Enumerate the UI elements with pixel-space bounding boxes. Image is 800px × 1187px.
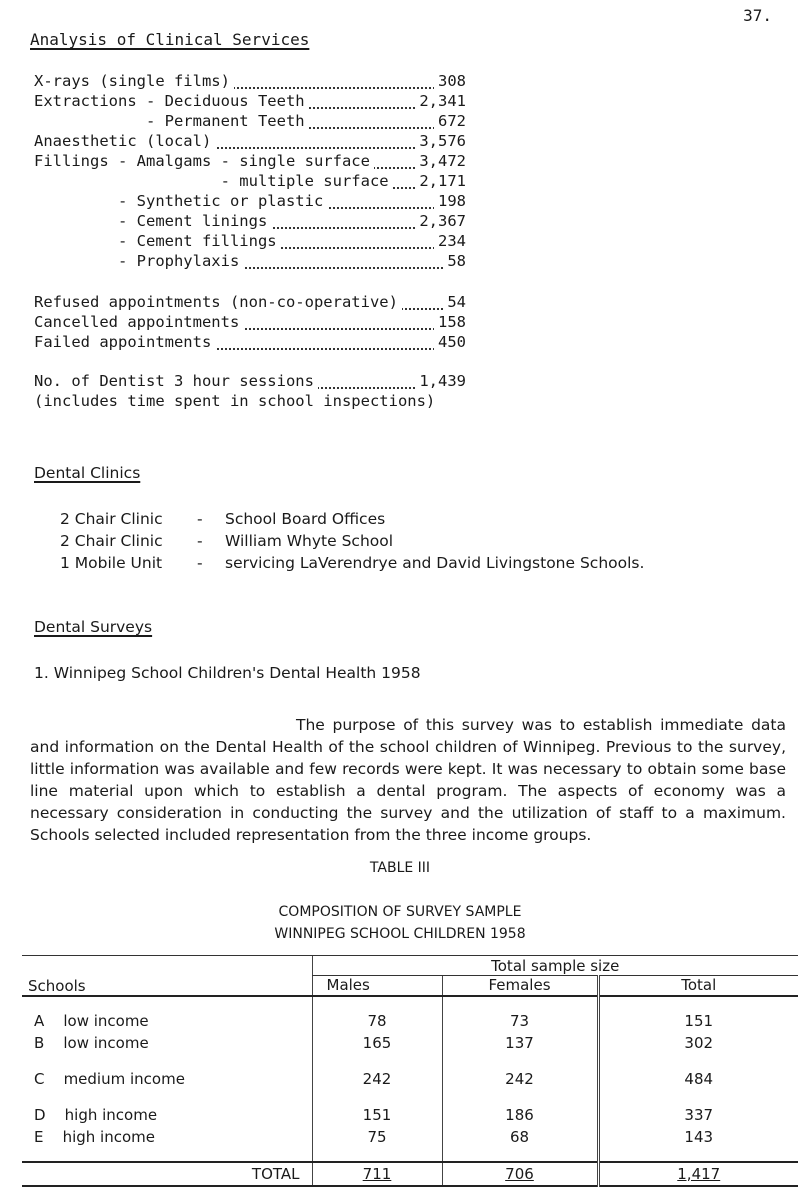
- sessions-label: No. of Dentist 3 hour sessions: [34, 372, 318, 390]
- sessions-note: (includes time spent in school inspections): [34, 392, 436, 410]
- service-value: 2,367: [415, 212, 466, 230]
- males-cell: 242: [312, 1068, 442, 1090]
- survey-paragraph-text: The purpose of this survey was to establish immediate data and information on the Dental Health of the school children of Winnipeg. Previous to the survey, little information was available and few records were kept. It was necessary to obtain some base line material upon which to establish a dental program. The aspects of economy was a necessary consideration in conducting the survey and the utilization of staff to a maximum. Schools selected included representation from the three income groups.: [30, 716, 786, 844]
- service-label: - Prophylaxis: [34, 252, 243, 270]
- males-cell: 78: [312, 1010, 442, 1032]
- service-label: Extractions - Deciduous Teeth: [34, 92, 309, 110]
- appointment-label: Cancelled appointments: [34, 313, 243, 331]
- school-letter: A: [34, 1011, 45, 1030]
- service-value: 2,341: [415, 92, 466, 110]
- school-letter: B: [34, 1033, 45, 1052]
- females-cell: 73: [442, 1010, 598, 1032]
- clinics-heading: Dental Clinics: [34, 464, 141, 482]
- col-group-header: Total sample size: [312, 956, 798, 976]
- service-row: [34, 172, 466, 192]
- clinic-dash: -: [197, 554, 203, 572]
- total-females: 706: [442, 1162, 598, 1186]
- total-males: 711: [312, 1162, 442, 1186]
- sessions-value: 1,439: [415, 372, 466, 390]
- clinic-name: 2 Chair Clinic: [60, 510, 163, 528]
- table-title: COMPOSITION OF SURVEY SAMPLE: [278, 904, 522, 920]
- school-income: low income: [63, 1033, 149, 1052]
- surveys-heading: Dental Surveys: [34, 618, 153, 636]
- school-letter: D: [34, 1105, 46, 1124]
- service-value: 2,171: [415, 172, 466, 190]
- total-cell: 484: [598, 1068, 798, 1090]
- total-cell: 302: [598, 1032, 798, 1054]
- service-label: - Cement linings: [34, 212, 271, 230]
- service-value: 198: [434, 192, 466, 210]
- females-cell: 137: [442, 1032, 598, 1054]
- appointment-value: 158: [434, 313, 466, 331]
- school-income: medium income: [63, 1069, 185, 1088]
- clinic-name: 2 Chair Clinic: [60, 532, 163, 550]
- service-row: [34, 192, 466, 212]
- males-cell: 151: [312, 1104, 442, 1126]
- school-income: high income: [64, 1105, 158, 1124]
- service-value: 58: [443, 252, 466, 270]
- total-cell: 151: [598, 1010, 798, 1032]
- service-row: [34, 132, 466, 152]
- service-row: [34, 112, 466, 132]
- service-row: [34, 212, 466, 232]
- table-subtitle: WINNIPEG SCHOOL CHILDREN 1958: [274, 926, 526, 942]
- clinic-desc: William Whyte School: [225, 532, 394, 550]
- service-value: 234: [434, 232, 466, 250]
- service-value: 672: [434, 112, 466, 130]
- survey-paragraph: [30, 714, 786, 846]
- survey-sample-table: [22, 955, 798, 1187]
- total-cell: 143: [598, 1126, 798, 1148]
- service-label: X-rays (single films): [34, 72, 234, 90]
- service-row: [34, 92, 466, 112]
- total-label: TOTAL: [22, 1162, 312, 1186]
- service-row: [34, 72, 466, 92]
- table-row: [22, 1032, 798, 1054]
- total-row: [22, 1162, 798, 1186]
- service-label: Anaesthetic (local): [34, 132, 215, 150]
- page-number: 37.: [743, 6, 772, 25]
- appointment-value: 54: [443, 293, 466, 311]
- total-total: 1,417: [598, 1162, 798, 1186]
- service-row: [34, 252, 466, 272]
- service-value: 3,576: [415, 132, 466, 150]
- clinic-desc: School Board Offices: [225, 510, 386, 528]
- males-cell: 165: [312, 1032, 442, 1054]
- appointment-row: [34, 293, 466, 313]
- table-row: [22, 1068, 798, 1090]
- appointment-label: Refused appointments (non-co-operative): [34, 293, 402, 311]
- school-letter: E: [34, 1127, 44, 1146]
- service-label: - Cement fillings: [34, 232, 281, 250]
- males-cell: 75: [312, 1126, 442, 1148]
- appointment-label: Failed appointments: [34, 333, 215, 351]
- clinic-dash: -: [197, 532, 203, 550]
- service-value: 308: [434, 72, 466, 90]
- service-row: [34, 232, 466, 252]
- survey-title: 1. Winnipeg School Children's Dental Health 1958: [34, 664, 421, 682]
- total-cell: 337: [598, 1104, 798, 1126]
- service-label: - Synthetic or plastic: [34, 192, 327, 210]
- appointment-row: [34, 333, 466, 353]
- service-row: [34, 152, 466, 172]
- service-label: - Permanent Teeth: [34, 112, 309, 130]
- sessions-row: [34, 372, 466, 392]
- table-row: [22, 1104, 798, 1126]
- clinic-dash: -: [197, 510, 203, 528]
- school-income: high income: [62, 1127, 155, 1146]
- school-income: low income: [63, 1011, 149, 1030]
- table-row: [22, 1126, 798, 1148]
- col-schools: Schools: [22, 956, 312, 996]
- females-cell: 242: [442, 1068, 598, 1090]
- service-value: 3,472: [415, 152, 466, 170]
- females-cell: 68: [442, 1126, 598, 1148]
- table-number: TABLE III: [369, 860, 431, 876]
- school-letter: C: [34, 1069, 45, 1088]
- service-label: Fillings - Amalgams - single surface: [34, 152, 374, 170]
- clinic-desc: servicing LaVerendrye and David Livingstone Schools.: [225, 554, 645, 572]
- page-title: Analysis of Clinical Services: [30, 30, 310, 49]
- table-row: [22, 1010, 798, 1032]
- col-total: Total: [598, 976, 798, 996]
- col-females: Females: [442, 976, 598, 996]
- appointment-value: 450: [434, 333, 466, 351]
- col-males: Males: [312, 976, 442, 996]
- service-label: - multiple surface: [34, 172, 393, 190]
- females-cell: 186: [442, 1104, 598, 1126]
- clinic-name: 1 Mobile Unit: [60, 554, 163, 572]
- appointment-row: [34, 313, 466, 333]
